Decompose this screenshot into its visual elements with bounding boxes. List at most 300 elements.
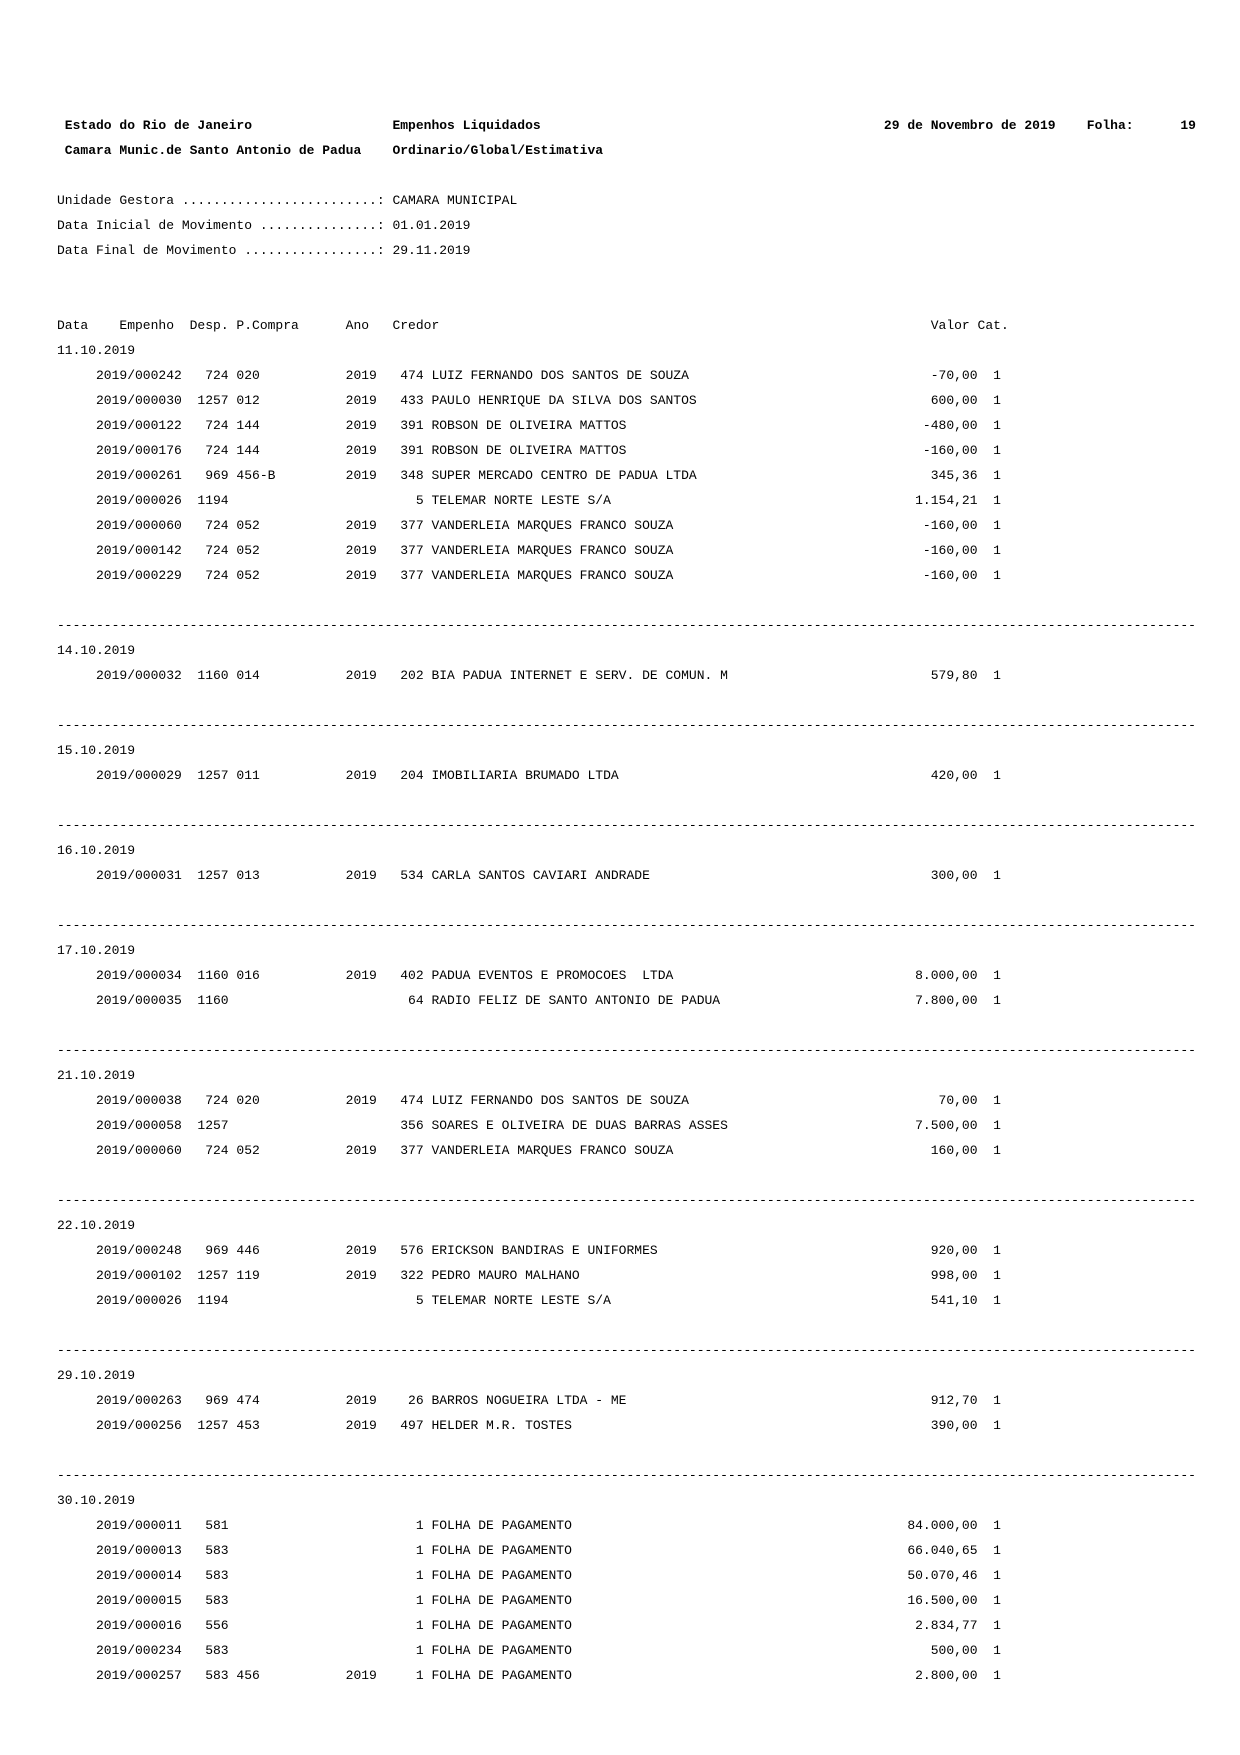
separator-line: [57, 813, 1203, 838]
row-desp: 583: [205, 1643, 229, 1658]
row-desp: 1257: [197, 868, 229, 883]
row-empenho: 2019/000229: [96, 568, 182, 583]
row-credor-num: 474: [400, 368, 424, 383]
separator-dashes: --------------------------------------------------------------------------------------------------------------------------------------------------: [57, 1343, 1196, 1358]
blank-line: [57, 888, 1203, 913]
row-pcompra: 119: [236, 1268, 260, 1283]
row-pcompra: 020: [236, 1093, 260, 1108]
row-credor-name: FOLHA DE PAGAMENTO: [431, 1568, 572, 1583]
table-row: [57, 563, 1203, 588]
row-valor: 1.154,21: [915, 493, 978, 508]
row-desp: 969: [205, 468, 229, 483]
table-row: [57, 513, 1203, 538]
row-ano: 2019: [345, 1143, 377, 1158]
row-ano: 2019: [345, 868, 377, 883]
row-ano: 2019: [345, 968, 377, 983]
row-credor-name: FOLHA DE PAGAMENTO: [431, 1668, 572, 1683]
row-ano: 2019: [345, 668, 377, 683]
row-valor: 912,70: [930, 1393, 978, 1408]
row-ano: 2019: [345, 393, 377, 408]
table-row: [57, 1538, 1203, 1563]
row-ano: 2019: [345, 1093, 377, 1108]
row-pcompra: 453: [236, 1418, 260, 1433]
table-row: [57, 1588, 1203, 1613]
separator-dashes: --------------------------------------------------------------------------------------------------------------------------------------------------: [57, 918, 1196, 933]
row-empenho: 2019/000122: [96, 418, 182, 433]
row-cat: 1: [993, 1243, 1001, 1258]
table-row: [57, 763, 1203, 788]
table-body: [57, 338, 1203, 1688]
row-cat: 1: [993, 543, 1001, 558]
row-cat: 1: [993, 668, 1001, 683]
row-credor-name: VANDERLEIA MARQUES FRANCO SOUZA: [431, 568, 674, 583]
column-header-credor: Credor: [392, 318, 440, 333]
row-cat: 1: [993, 868, 1001, 883]
row-ano: 2019: [345, 368, 377, 383]
row-ano: 2019: [345, 568, 377, 583]
row-credor-name: ROBSON DE OLIVEIRA MATTOS: [431, 443, 627, 458]
table-row: [57, 1413, 1203, 1438]
row-valor: 579,80: [930, 668, 978, 683]
row-valor: 160,00: [930, 1143, 978, 1158]
separator-line: [57, 613, 1203, 638]
section-date: 29.10.2019: [57, 1368, 136, 1383]
table-row: [57, 388, 1203, 413]
org-state-name: Estado do Rio de Janeiro: [64, 118, 253, 133]
table-row: [57, 1263, 1203, 1288]
row-cat: 1: [993, 443, 1001, 458]
blank-line: [57, 263, 1203, 288]
row-empenho: 2019/000016: [96, 1618, 182, 1633]
filter-label-data-inicial: Data Inicial de Movimento ...............:: [57, 218, 385, 233]
row-credor-name: SUPER MERCADO CENTRO DE PADUA LTDA: [431, 468, 697, 483]
row-valor: 920,00: [930, 1243, 978, 1258]
row-credor-num: 1: [415, 1668, 424, 1683]
filter-label-data-final: Data Final de Movimento .................:: [57, 243, 385, 258]
row-credor-name: TELEMAR NORTE LESTE S/A: [431, 493, 611, 508]
row-empenho: 2019/000030: [96, 393, 182, 408]
row-desp: 556: [205, 1618, 229, 1633]
row-credor-name: FOLHA DE PAGAMENTO: [431, 1643, 572, 1658]
row-cat: 1: [993, 1118, 1001, 1133]
row-credor-num: 348: [400, 468, 424, 483]
separator-dashes: --------------------------------------------------------------------------------------------------------------------------------------------------: [57, 718, 1196, 733]
row-credor-num: 26: [408, 1393, 424, 1408]
row-credor-name: PADUA EVENTOS E PROMOCOES LTDA: [431, 968, 674, 983]
row-desp: 724: [205, 1093, 229, 1108]
blank-line: [57, 163, 1203, 188]
row-empenho: 2019/000102: [96, 1268, 182, 1283]
separator-line: [57, 1463, 1203, 1488]
filter-line-unidade: [57, 188, 1203, 213]
row-desp: 583: [205, 1568, 229, 1583]
row-credor-num: 5: [415, 1293, 424, 1308]
row-credor-name: VANDERLEIA MARQUES FRANCO SOUZA: [431, 1143, 674, 1158]
row-valor: 7.800,00: [915, 993, 978, 1008]
row-desp: 1257: [197, 393, 229, 408]
table-row: [57, 988, 1203, 1013]
row-valor: 84.000,00: [907, 1518, 978, 1533]
row-empenho: 2019/000176: [96, 443, 182, 458]
row-empenho: 2019/000026: [96, 1293, 182, 1308]
separator-line: [57, 1338, 1203, 1363]
row-desp: 583: [205, 1668, 229, 1683]
row-cat: 1: [993, 1268, 1001, 1283]
column-header-data: Data: [57, 318, 89, 333]
row-pcompra: 456: [236, 1668, 260, 1683]
report-date: 29 de Novembro de 2019: [883, 118, 1056, 133]
row-valor: 66.040,65: [907, 1543, 978, 1558]
row-empenho: 2019/000248: [96, 1243, 182, 1258]
section-date-line: [57, 1063, 1203, 1088]
separator-dashes: --------------------------------------------------------------------------------------------------------------------------------------------------: [57, 1468, 1196, 1483]
row-credor-num: 474: [400, 1093, 424, 1108]
row-ano: 2019: [345, 768, 377, 783]
row-credor-num: 377: [400, 543, 424, 558]
row-pcompra: 013: [236, 868, 260, 883]
row-pcompra: 016: [236, 968, 260, 983]
table-row: [57, 1663, 1203, 1688]
row-valor: -160,00: [922, 443, 978, 458]
section-date-line: [57, 738, 1203, 763]
blank-line: [57, 1313, 1203, 1338]
column-header-pcompra: P.Compra: [236, 318, 299, 333]
row-desp: 1160: [197, 993, 229, 1008]
filter-value-data-final: 29.11.2019: [392, 243, 471, 258]
row-pcompra: 014: [236, 668, 260, 683]
separator-dashes: --------------------------------------------------------------------------------------------------------------------------------------------------: [57, 618, 1196, 633]
row-credor-name: FOLHA DE PAGAMENTO: [431, 1593, 572, 1608]
row-credor-name: FOLHA DE PAGAMENTO: [431, 1618, 572, 1633]
section-date-line: [57, 1363, 1203, 1388]
row-credor-num: 576: [400, 1243, 424, 1258]
table-row: [57, 1638, 1203, 1663]
row-credor-name: PAULO HENRIQUE DA SILVA DOS SANTOS: [431, 393, 697, 408]
blank-line: [57, 1438, 1203, 1463]
row-credor-name: CARLA SANTOS CAVIARI ANDRADE: [431, 868, 650, 883]
filter-value-data-inicial: 01.01.2019: [392, 218, 471, 233]
row-desp: 1160: [197, 968, 229, 983]
row-cat: 1: [993, 493, 1001, 508]
row-empenho: 2019/000261: [96, 468, 182, 483]
row-empenho: 2019/000031: [96, 868, 182, 883]
blank-line: [57, 1013, 1203, 1038]
row-valor: 345,36: [930, 468, 978, 483]
row-valor: 7.500,00: [915, 1118, 978, 1133]
org-entity-name: Camara Munic.de Santo Antonio de Padua: [64, 143, 362, 158]
table-header-line: [57, 313, 1203, 338]
row-cat: 1: [993, 1668, 1001, 1683]
row-empenho: 2019/000058: [96, 1118, 182, 1133]
row-valor: 390,00: [930, 1418, 978, 1433]
table-row: [57, 963, 1203, 988]
row-desp: 1257: [197, 768, 229, 783]
separator-line: [57, 713, 1203, 738]
row-credor-num: 377: [400, 518, 424, 533]
row-valor: 2.834,77: [915, 1618, 978, 1633]
blank-line: [57, 688, 1203, 713]
table-row: [57, 1113, 1203, 1138]
row-empenho: 2019/000242: [96, 368, 182, 383]
table-row: [57, 663, 1203, 688]
row-desp: 724: [205, 418, 229, 433]
row-ano: 2019: [345, 518, 377, 533]
row-pcompra: 052: [236, 518, 260, 533]
row-credor-name: FOLHA DE PAGAMENTO: [431, 1543, 572, 1558]
section-date: 22.10.2019: [57, 1218, 136, 1233]
row-pcompra: 144: [236, 443, 260, 458]
column-header-desp: Desp.: [189, 318, 229, 333]
row-valor: -70,00: [930, 368, 978, 383]
report-subtitle: Ordinario/Global/Estimativa: [392, 143, 604, 158]
filter-label-unidade-gestora: Unidade Gestora .........................:: [57, 193, 385, 208]
row-ano: 2019: [345, 1243, 377, 1258]
row-empenho: 2019/000263: [96, 1393, 182, 1408]
row-credor-name: RADIO FELIZ DE SANTO ANTONIO DE PADUA: [431, 993, 721, 1008]
row-desp: 1257: [197, 1268, 229, 1283]
section-date: 17.10.2019: [57, 943, 136, 958]
blank-line: [57, 288, 1203, 313]
row-valor: 300,00: [930, 868, 978, 883]
section-date: 16.10.2019: [57, 843, 136, 858]
row-desp: 724: [205, 518, 229, 533]
section-date-line: [57, 1488, 1203, 1513]
row-empenho: 2019/000032: [96, 668, 182, 683]
row-desp: 724: [205, 1143, 229, 1158]
row-valor: 998,00: [930, 1268, 978, 1283]
row-credor-num: 534: [400, 868, 424, 883]
row-pcompra: 456-B: [236, 468, 276, 483]
table-row: [57, 1088, 1203, 1113]
row-empenho: 2019/000142: [96, 543, 182, 558]
row-cat: 1: [993, 1093, 1001, 1108]
row-credor-name: PEDRO MAURO MALHANO: [431, 1268, 580, 1283]
row-pcompra: 012: [236, 393, 260, 408]
row-pcompra: 020: [236, 368, 260, 383]
row-empenho: 2019/000038: [96, 1093, 182, 1108]
row-ano: 2019: [345, 1668, 377, 1683]
table-row: [57, 1388, 1203, 1413]
separator-line: [57, 1188, 1203, 1213]
table-row: [57, 1613, 1203, 1638]
row-credor-name: ERICKSON BANDIRAS E UNIFORMES: [431, 1243, 658, 1258]
section-date: 15.10.2019: [57, 743, 136, 758]
row-credor-name: IMOBILIARIA BRUMADO LTDA: [431, 768, 619, 783]
row-pcompra: 446: [236, 1243, 260, 1258]
row-desp: 1194: [197, 1293, 229, 1308]
row-credor-num: 64: [408, 993, 424, 1008]
row-credor-name: VANDERLEIA MARQUES FRANCO SOUZA: [431, 543, 674, 558]
row-ano: 2019: [345, 1393, 377, 1408]
row-valor: 50.070,46: [907, 1568, 978, 1583]
row-cat: 1: [993, 568, 1001, 583]
row-desp: 581: [205, 1518, 229, 1533]
row-empenho: 2019/000013: [96, 1543, 182, 1558]
section-date: 21.10.2019: [57, 1068, 136, 1083]
row-credor-num: 377: [400, 568, 424, 583]
row-empenho: 2019/000256: [96, 1418, 182, 1433]
table-row: [57, 1288, 1203, 1313]
row-desp: 724: [205, 568, 229, 583]
row-valor: -160,00: [922, 568, 978, 583]
row-ano: 2019: [345, 443, 377, 458]
row-empenho: 2019/000060: [96, 518, 182, 533]
row-empenho: 2019/000034: [96, 968, 182, 983]
row-credor-name: ROBSON DE OLIVEIRA MATTOS: [431, 418, 627, 433]
row-desp: 1257: [197, 1118, 229, 1133]
row-cat: 1: [993, 1618, 1001, 1633]
row-credor-num: 1: [415, 1593, 424, 1608]
row-valor: 8.000,00: [915, 968, 978, 983]
row-credor-name: SOARES E OLIVEIRA DE DUAS BARRAS ASSES: [431, 1118, 728, 1133]
row-ano: 2019: [345, 1268, 377, 1283]
separator-line: [57, 913, 1203, 938]
row-valor: 541,10: [930, 1293, 978, 1308]
row-pcompra: 052: [236, 543, 260, 558]
row-valor: -160,00: [922, 543, 978, 558]
row-credor-name: FOLHA DE PAGAMENTO: [431, 1518, 572, 1533]
blank-line: [57, 788, 1203, 813]
row-pcompra: 011: [236, 768, 260, 783]
column-header-valor: Valor: [930, 318, 970, 333]
section-date: 14.10.2019: [57, 643, 136, 658]
row-credor-num: 5: [415, 493, 424, 508]
row-empenho: 2019/000029: [96, 768, 182, 783]
row-empenho: 2019/000026: [96, 493, 182, 508]
column-header-empenho: Empenho: [119, 318, 175, 333]
report-title: Empenhos Liquidados: [392, 118, 541, 133]
row-credor-num: 391: [400, 418, 424, 433]
row-desp: 1257: [197, 1418, 229, 1433]
row-credor-num: 497: [400, 1418, 424, 1433]
row-credor-name: BARROS NOGUEIRA LTDA - ME: [431, 1393, 627, 1408]
table-row: [57, 1238, 1203, 1263]
row-cat: 1: [993, 968, 1001, 983]
row-desp: 724: [205, 368, 229, 383]
folha-label: Folha:: [1086, 118, 1134, 133]
blank-line: [57, 1163, 1203, 1188]
row-credor-num: 204: [400, 768, 424, 783]
row-credor-num: 377: [400, 1143, 424, 1158]
row-credor-name: LUIZ FERNANDO DOS SANTOS DE SOUZA: [431, 368, 689, 383]
row-ano: 2019: [345, 418, 377, 433]
filter-line-data-inicial: [57, 213, 1203, 238]
row-cat: 1: [993, 993, 1001, 1008]
section-date-line: [57, 838, 1203, 863]
table-row: [57, 363, 1203, 388]
row-cat: 1: [993, 518, 1001, 533]
row-credor-num: 1: [415, 1643, 424, 1658]
row-empenho: 2019/000060: [96, 1143, 182, 1158]
row-cat: 1: [993, 1293, 1001, 1308]
row-desp: 1160: [197, 668, 229, 683]
row-empenho: 2019/000257: [96, 1668, 182, 1683]
filter-line-data-final: [57, 238, 1203, 263]
table-row: [57, 463, 1203, 488]
section-date: 11.10.2019: [57, 343, 136, 358]
row-desp: 969: [205, 1243, 229, 1258]
table-row: [57, 488, 1203, 513]
row-credor-num: 402: [400, 968, 424, 983]
row-credor-num: 1: [415, 1568, 424, 1583]
row-valor: 16.500,00: [907, 1593, 978, 1608]
row-pcompra: 052: [236, 1143, 260, 1158]
row-valor: 70,00: [938, 1093, 978, 1108]
row-cat: 1: [993, 1143, 1001, 1158]
row-credor-num: 1: [415, 1543, 424, 1558]
row-cat: 1: [993, 1518, 1001, 1533]
table-row: [57, 1513, 1203, 1538]
table-row: [57, 1138, 1203, 1163]
table-row: [57, 538, 1203, 563]
row-credor-num: 1: [415, 1518, 424, 1533]
column-header-cat: Cat.: [977, 318, 1009, 333]
table-row: [57, 863, 1203, 888]
row-credor-name: VANDERLEIA MARQUES FRANCO SOUZA: [431, 518, 674, 533]
section-date-line: [57, 1213, 1203, 1238]
column-header-ano: Ano: [345, 318, 370, 333]
row-credor-num: 433: [400, 393, 424, 408]
row-empenho: 2019/000011: [96, 1518, 182, 1533]
row-pcompra: 474: [236, 1393, 260, 1408]
row-cat: 1: [993, 1418, 1001, 1433]
row-cat: 1: [993, 368, 1001, 383]
row-cat: 1: [993, 1593, 1001, 1608]
row-desp: 1194: [197, 493, 229, 508]
row-cat: 1: [993, 768, 1001, 783]
row-cat: 1: [993, 468, 1001, 483]
row-cat: 1: [993, 393, 1001, 408]
row-valor: 600,00: [930, 393, 978, 408]
separator-dashes: --------------------------------------------------------------------------------------------------------------------------------------------------: [57, 1193, 1196, 1208]
row-empenho: 2019/000014: [96, 1568, 182, 1583]
separator-dashes: --------------------------------------------------------------------------------------------------------------------------------------------------: [57, 818, 1196, 833]
row-empenho: 2019/000035: [96, 993, 182, 1008]
row-desp: 583: [205, 1543, 229, 1558]
row-desp: 724: [205, 543, 229, 558]
row-empenho: 2019/000234: [96, 1643, 182, 1658]
row-pcompra: 052: [236, 568, 260, 583]
row-credor-name: BIA PADUA INTERNET E SERV. DE COMUN. M: [431, 668, 728, 683]
row-valor: -160,00: [922, 518, 978, 533]
row-credor-name: HELDER M.R. TOSTES: [431, 1418, 572, 1433]
blank-line: [57, 588, 1203, 613]
table-row: [57, 438, 1203, 463]
row-pcompra: 144: [236, 418, 260, 433]
row-credor-name: LUIZ FERNANDO DOS SANTOS DE SOUZA: [431, 1093, 689, 1108]
report-header-line-2: [57, 138, 1203, 163]
row-ano: 2019: [345, 1418, 377, 1433]
separator-line: [57, 1038, 1203, 1063]
row-credor-num: 356: [400, 1118, 424, 1133]
row-ano: 2019: [345, 543, 377, 558]
section-date-line: [57, 338, 1203, 363]
row-cat: 1: [993, 418, 1001, 433]
table-row: [57, 413, 1203, 438]
row-cat: 1: [993, 1568, 1001, 1583]
section-date-line: [57, 638, 1203, 663]
folha-number: 19: [1180, 118, 1196, 133]
report-header-line-1: [57, 113, 1203, 138]
row-valor: 2.800,00: [915, 1668, 978, 1683]
row-desp: 969: [205, 1393, 229, 1408]
row-empenho: 2019/000015: [96, 1593, 182, 1608]
row-cat: 1: [993, 1543, 1001, 1558]
row-valor: 500,00: [930, 1643, 978, 1658]
row-desp: 583: [205, 1593, 229, 1608]
table-row: [57, 1563, 1203, 1588]
filter-value-unidade-gestora: CAMARA MUNICIPAL: [392, 193, 518, 208]
